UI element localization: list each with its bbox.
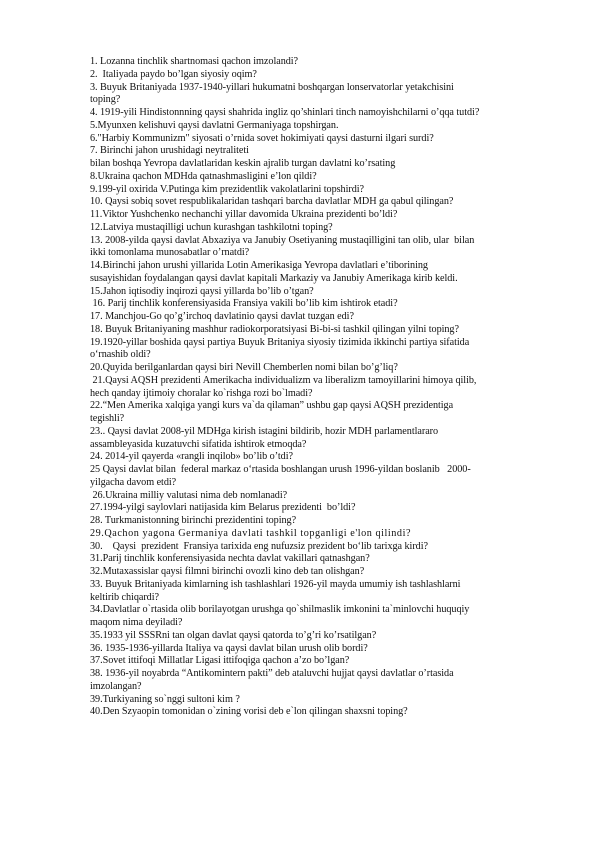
question-line: imzolangan?: [90, 680, 142, 692]
question-line: 29.Qachon yagona Germaniya davlati tashkil topganligi e'lon qilindi?: [90, 527, 412, 539]
question-line: 10. Qaysi sobiq sovet respublikalaridan tashqari barcha davlatlar MDH ga qabul qilingan?: [90, 196, 454, 208]
question-line: 2. Italiyada paydo bo’lgan siyosiy oqim?: [90, 68, 257, 80]
document-page: [90, 56, 550, 719]
question-line: 19.1920-yillar boshida qaysi partiya Buyuk Britaniya siyosiy tizimida ikkinchi partiya sifatida: [90, 336, 470, 348]
question-line: 7. Birinchi jahon urushidagi neytraliteti: [90, 145, 249, 157]
question-line: 1. Lozanna tinchlik shartnomasi qachon imzolandi?: [90, 56, 299, 67]
question-line: 40.Den Szyaopin tomonidan o`zining vorisi deb e`lon qilingan shaxsni toping?: [90, 706, 408, 718]
question-line: tegishli?: [90, 413, 125, 424]
question-line: susayishidan foydalangan qaysi davlat kapitali Markaziy va Janubiy Amerikaga kirib keldi.: [90, 272, 458, 284]
question-line: 15.Jahon iqtisodiy inqirozi qaysi yillarda bo’lib o’tgan?: [90, 285, 314, 297]
question-line: 34.Davlatlar o`rtasida olib borilayotgan urushga qo`shilmaslik imkonini ta`minlovchi huquqiy: [90, 604, 470, 616]
question-line: 11.Viktor Yushchenko nechanchi yillar davomida Ukraina prezidenti bo’ldi?: [90, 209, 398, 220]
question-line: 16. Parij tinchlik konferensiyasida Fransiya vakili bo’lib kim ishtirok etadi?: [90, 298, 398, 310]
question-line: 5.Myunxen kelishuvi qaysi davlatni Germaniyaga topshirgan.: [90, 119, 339, 131]
question-line: 20.Quyida berilganlardan qaysi biri Nevill Chemberlen nomi bilan bo’g’liq?: [90, 362, 398, 373]
question-line: 14.Birinchi jahon urushi yillarida Lotin Amerikasiga Yevropa davlatlari e’tiborining: [90, 260, 428, 271]
question-line: 37.Sovet ittifoqi Millatlar Ligasi ittifoqiga qachon a’zo bo’lgan?: [90, 655, 350, 667]
question-line: 23.. Qaysi davlat 2008-yil MDHga kirish istagini bildirib, hozir MDH parlamentlararo: [90, 425, 439, 437]
question-line: 27.1994-yilgi saylovlari natijasida kim Belarus prezidenti bo’ldi?: [90, 502, 356, 514]
question-line: assambleyasida kuzatuvchi sifatida ishtirok etmoqda?: [90, 438, 307, 450]
question-line: 35.1933 yil SSSRni tan olgan davlat qaysi qatorda to’g’ri ko’rsatilgan?: [90, 629, 377, 641]
question-line: 33. Buyuk Britaniyada kimlarning ish tashlashlari 1926-yil mayda umumiy ish tashlashlarni: [90, 578, 461, 590]
question-line: bilan boshqa Yevropa davlatlaridan keskin ajralib turgan davlatni ko’rsating: [90, 158, 396, 169]
question-line: 24. 2014-yil qayerda «rangli inqilob» bo’lib o’tdi?: [90, 451, 293, 463]
question-line: 32.Mutaxassislar qaysi filmni birinchi ovozli kino deb tan olishgan?: [90, 566, 365, 577]
question-line: 3. Buyuk Britaniyada 1937-1940-yillari hukumatni boshqargan lonservatorlar yetakchisini: [90, 81, 454, 93]
question-line: o‘rnashib oldi?: [90, 349, 151, 361]
question-line: 39.Turkiyaning so`nggi sultoni kim ?: [90, 693, 240, 705]
question-line: 36. 1935-1936-yillarda Italiya va qaysi davlat bilan urush olib bordi?: [90, 642, 368, 654]
question-line: hech qanday ijtimoiy choralar ko`rishga rozi bo`lmadi?: [90, 387, 313, 399]
question-line: 6."Harbiy Kommunizm" siyosati o’rnida sovet hokimiyati qaysi dasturni ilgari surdi?: [90, 132, 434, 144]
question-line: 21.Qaysi AQSH prezidenti Amerikacha individualizm va liberalizm tamoyillarini himoya qilib,: [90, 374, 477, 386]
question-line: 12.Latviya mustaqilligi uchun kurashgan tashkilotni toping?: [90, 221, 333, 233]
question-line: 8.Ukraina qachon MDHda qatnashmasligini e’lon qildi?: [90, 170, 317, 182]
question-line: 38. 1936-yil noyabrda “Antikomintern pakti” deb ataluvchi hujjat qaysi davlatlar o’rtasida: [90, 668, 454, 679]
question-line: keltirib chiqardi?: [90, 591, 159, 603]
question-line: 28. Turkmanistonning birinchi prezidentini toping?: [90, 515, 297, 526]
question-line: yilgacha davom etdi?: [90, 476, 177, 488]
question-line: 31.Parij tinchlik konferensiyasida nechta davlat vakillari qatnashgan?: [90, 553, 370, 565]
question-line: toping?: [90, 94, 121, 106]
question-line: 30. Qaysi prezident Fransiya tarixida eng nufuzsiz prezident bo‘lib tarixga kirdi?: [90, 540, 428, 552]
question-line: 17. Manchjou-Go qo’g’irchoq davlatinio qaysi davlat tuzgan edi?: [90, 311, 354, 322]
question-line: 4. 1919-yili Hindistonnning qaysi shahrida ingliz qo’shinlari tinch namoyishchilarni o’qqa tutdi?: [90, 107, 480, 118]
question-line: 26.Ukraina milliy valutasi nima deb nomlanadi?: [90, 489, 288, 501]
question-line: 22.“Men Amerika xalqiga yangi kurs va`da qilaman” ushbu gap qaysi AQSH prezidentiga: [90, 400, 454, 412]
question-line: 25 Qaysi davlat bilan federal markaz o‘rtasida boshlangan urush 1996-yildan boslanib 2000-: [90, 464, 471, 475]
question-line: 13. 2008-yilda qaysi davlat Abxaziya va Janubiy Osetiyaning mustaqilligini tan olib, ular bilan: [90, 234, 475, 246]
question-line: maqom nima deyiladi?: [90, 617, 183, 628]
question-line: 18. Buyuk Britaniyaning mashhur radiokorporatsiyasi Bi-bi-si tashkil qilingan yilni toping?: [90, 323, 459, 335]
question-line: 9.199-yil oxirida V.Putinga kim prezidentlik vakolatlarini topshirdi?: [90, 183, 365, 195]
question-line: ikki tomonlama munosabatlar o’rnatdi?: [90, 247, 250, 259]
